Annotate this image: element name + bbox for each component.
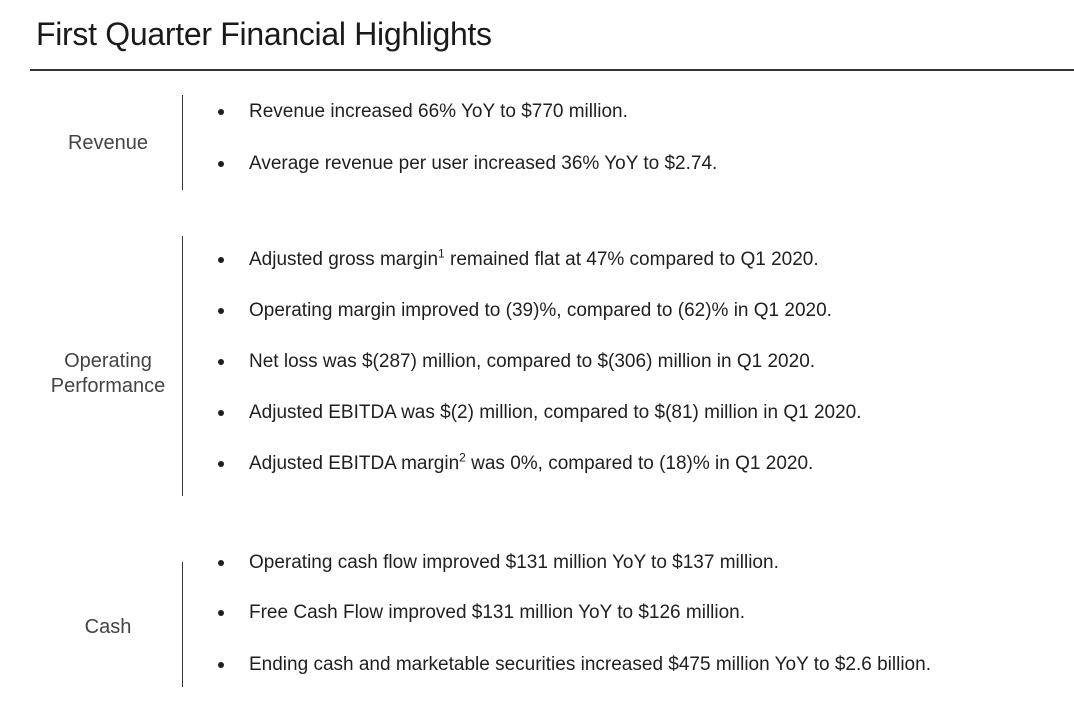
bullet-text-part: remained flat at 47% compared to Q1 2020. [444,249,819,270]
section-label-revenue: Revenue [67,132,149,154]
bullet-dot [218,461,224,467]
bullet-text-part: was 0%, compared to (18)% in Q1 2020. [465,453,814,474]
footnote-marker: 1 [438,246,445,261]
bullet-dot [218,662,224,668]
bullet-dot [218,308,224,314]
bullet-dot [218,257,224,263]
bullet-dot [218,410,224,416]
footnote-marker: 2 [459,450,466,465]
bullet-text [249,450,814,475]
bullet-dot [218,359,224,365]
section-divider-cash [182,562,183,687]
bullet-dot [218,109,224,115]
bullet-text: Ending cash and marketable securities increased $475 million YoY to $2.6 billion. [249,654,931,675]
bullet-text-part: Adjusted gross margin [249,249,439,270]
section-divider-operating [182,236,183,496]
section-divider-revenue [182,95,183,190]
bullet-text: Net loss was $(287) million, compared to $(306) million in Q1 2020. [249,351,816,372]
bullet-dot [218,161,224,167]
page-title: First Quarter Financial Highlights [36,16,492,52]
bullet-text-part: Adjusted EBITDA margin [249,453,460,474]
bullet-text: Adjusted EBITDA was $(2) million, compared to $(81) million in Q1 2020. [249,402,862,423]
bullet-text: Average revenue per user increased 36% YoY to $2.74. [249,153,718,174]
bullet-text: Operating margin improved to (39)%, compared to (62)% in Q1 2020. [249,300,832,321]
bullet-text: Revenue increased 66% YoY to $770 million. [249,101,628,122]
title-divider [30,69,1074,71]
bullet-dot [218,560,224,566]
bullet-text [249,246,819,271]
bullet-dot [218,610,224,616]
section-label-operating-performance: Operating Performance [50,350,166,397]
bullet-text: Operating cash flow improved $131 million YoY to $137 million. [249,552,779,573]
section-label-cash: Cash [84,616,132,638]
bullet-text: Free Cash Flow improved $131 million YoY to $126 million. [249,602,746,623]
